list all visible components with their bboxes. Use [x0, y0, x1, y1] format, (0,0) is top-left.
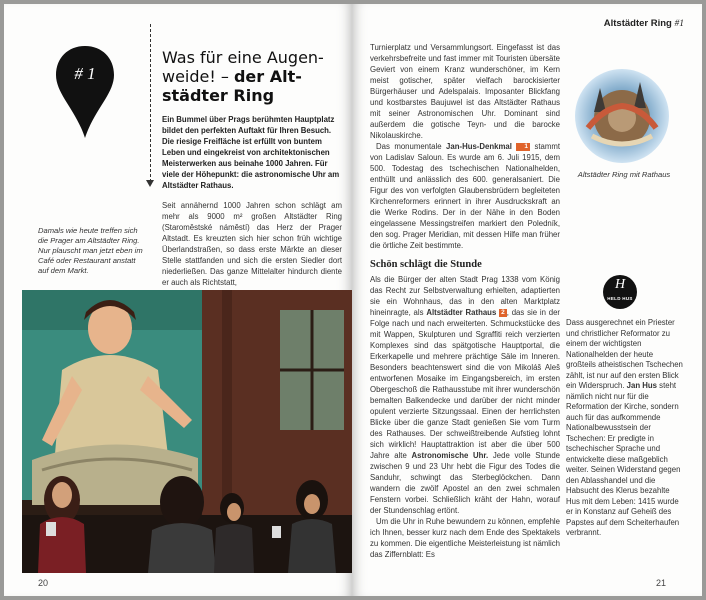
headline-line3-bold: städter Ring — [162, 86, 275, 105]
photo-caption: Damals wie heute treffen sich die Prager am Altstädter Ring. Nur plauscht man jetzt eben im Café oder Restaurant anstatt auf dem Markt. — [38, 226, 143, 275]
para3-rest2: Jede volle Stunde zwischen 9 und 23 Uhr hebt die Figur des Todes die Sanduhr, schwingt das Sterbeglöckchen. Dann wandern die zwölf Apostel an den zwei schmalen Fenstern vorbei. Schließlich kräht der Hahn, worauf der Stundenschlag ertönt. — [370, 451, 560, 515]
sidebar-lead: Dass ausgerechnet ein Priester und christlicher Reformator zu einem der wichtigsten Nationalhelden der heute großteils atheistischen Tschechen zählt, ist nur auf den ersten Blick ein Widerspruch. — [566, 318, 683, 390]
running-head — [604, 18, 684, 29]
headline-line2-bold: der Alt- — [233, 67, 302, 86]
arrow-down-icon — [146, 180, 154, 187]
headline — [162, 48, 332, 105]
right-page — [352, 4, 702, 596]
body-paragraph: Seit annähernd 1000 Jahren schon schlägt am mehr als 9000 m² großen Altstädter Ring (Staroměstské náměstí) das Herz der Prager Altstadt. Es kreuzten sich hier schon früh wichtige Überlandstraßen, so dass erste Märkte an dieser Stelle stattfanden und sich die ersten Siedler dort niederließen. Das ganze Mittelalter hindurch diente er auch als Richtstatt, — [162, 201, 342, 287]
page-number-right: 21 — [655, 578, 666, 588]
paragraph-4: Um die Uhr in Ruhe bewundern zu können, empfehle ich Ihnen, besser kurz nach dem Ende des Spektakels zu kommen. Die eigentliche Meisterleistung ist nämlich das Ziffernblatt: Es — [370, 517, 560, 559]
badge-label: HELD HUS — [607, 296, 633, 301]
paragraph-1: Turnierplatz und Versammlungsort. Eingefasst ist das verkehrsbefreite und fast immer mit Touristen übersäte Geviert von einem Kranz wunderschöner, im Kern meist gotischer, später vielfach barockisierter Bürgerhäuser und Adelspalais. Imposanter Blickfang und kostbarstes Baujuwel ist das Altstädter Rathaus mit seiner Astronomischen Uhr. Dominant sind außerdem die gotische Teyn- und die barocke Nikolauskirche. — [370, 43, 560, 140]
para3-bold2: Astronomische Uhr. — [411, 451, 489, 460]
para2-rest: stammt von Ladislav Saloun. Es wurde am 6. Juli 1915, dem 500. Todestag des tschechischen Nationalhelden, enthüllt und anlässlich des 600. generalsaniert. Die Figur des von verfolgten Glaubensbrüdern begleiteten Kirchenreformers erinnert in ihrer Ausdruckskraft an die Werke Rodins. Der in der Nähe in den Boden eingelassene Messingstreifen markiert den Poledník, den sog. Prager Meridian, mit dessen Hilfe man früher die örtliche Zeit bestimmte. — [370, 142, 560, 250]
map-number-badge-2: 2 — [501, 309, 505, 316]
little-planet-photo — [574, 68, 670, 164]
para2-bold: Jan-Hus-Denkmal — [446, 142, 512, 151]
right-column — [370, 42, 560, 560]
para3-rest: , das sie in der Folge nach und nach erweiterten. Schmuckstücke des mit Wappen, Skulpturen und Sgraffiti reich verzierten Komplexes sind das spätgotische Hauptportal, die Erkerkapelle und mehrere prächtige Säle im Inneren. Besonders beachtenswert sind die von Mikoláš Aleš entworfenen Mosaike im Eingangsbereich, im ersten Obergeschoß die Rathausstube mit ihrer wunderschön bemalten Balkendecke und darüber der nicht minder opulent verzierte Sitzungssaal. Einen der herrlichsten Blicke über die ganze Stadt genießen Sie vom Turm des Rathauses. Der schweißtreibende Aufstieg lohnt sich wirklich! Hauptattraktion ist aber die über 500 Jahre alte — [370, 308, 560, 460]
map-number-badge: 1 — [516, 143, 530, 151]
para2-lead: Das monumentale — [376, 142, 447, 151]
left-page — [4, 4, 352, 596]
subheading: Schön schlägt die Stunde — [370, 259, 482, 270]
paragraph-2 — [370, 141, 560, 251]
headline-line1: Was für eine Augen- — [162, 48, 324, 67]
dashed-divider — [150, 24, 151, 182]
para3-bold: Altstädter Rathaus — [426, 308, 497, 317]
page-number-left: 20 — [38, 578, 49, 588]
para3-lead: Als die Bürger der alten Stadt Prag 1338 vom König das Recht zur Selbstverwaltung erhielten, adaptierten sie ein Wohnhaus, das in den alten Marktplatz hineinragte, als — [370, 275, 560, 317]
sidebar-rest: steht nämlich nicht nur für die Reformation der Kirche, sondern auch für das aufkommende Nationalbewusstsein der Tschechen: Er predigte in tschechischer Sprache und entwickelte diese maßgeblich weiter. Seinen Widerstand gegen den Ablasshandel und die Habsucht des Klerus bezahlte Hus mit dem Leben: 1415 wurde er in Konstanz auf Geheiß des Papstes auf dem Scheiterhaufen verbrannt. — [566, 381, 681, 537]
running-head-number: #1 — [674, 19, 684, 29]
sidebar-held-hus — [566, 318, 684, 539]
photo-caption-right: Altstädter Ring mit Rathaus — [577, 170, 671, 179]
cafe-photo — [22, 290, 352, 573]
headline-line2-plain: weide! – — [162, 67, 234, 86]
running-head-title: Altstädter Ring — [603, 18, 672, 29]
paragraph-3 — [370, 274, 560, 516]
map-pin-icon — [54, 44, 116, 140]
badge-letter: H — [614, 277, 626, 292]
pin-label: # 1 — [74, 64, 96, 83]
sidebar-bold: Jan Hus — [626, 381, 658, 390]
intro-paragraph: Ein Bummel über Prags berühmten Hauptplatz bildet den perfekten Auftakt für Ihren Besuch. Die riesige Freifläche ist erfüllt von buntem Leben und eingekreist von architektonischen Meisterwerken aus beinahe 1000 Jahren. Für viele der Höhepunkt: die astronomische Uhr am Altstädter Rathaus. — [162, 115, 340, 190]
